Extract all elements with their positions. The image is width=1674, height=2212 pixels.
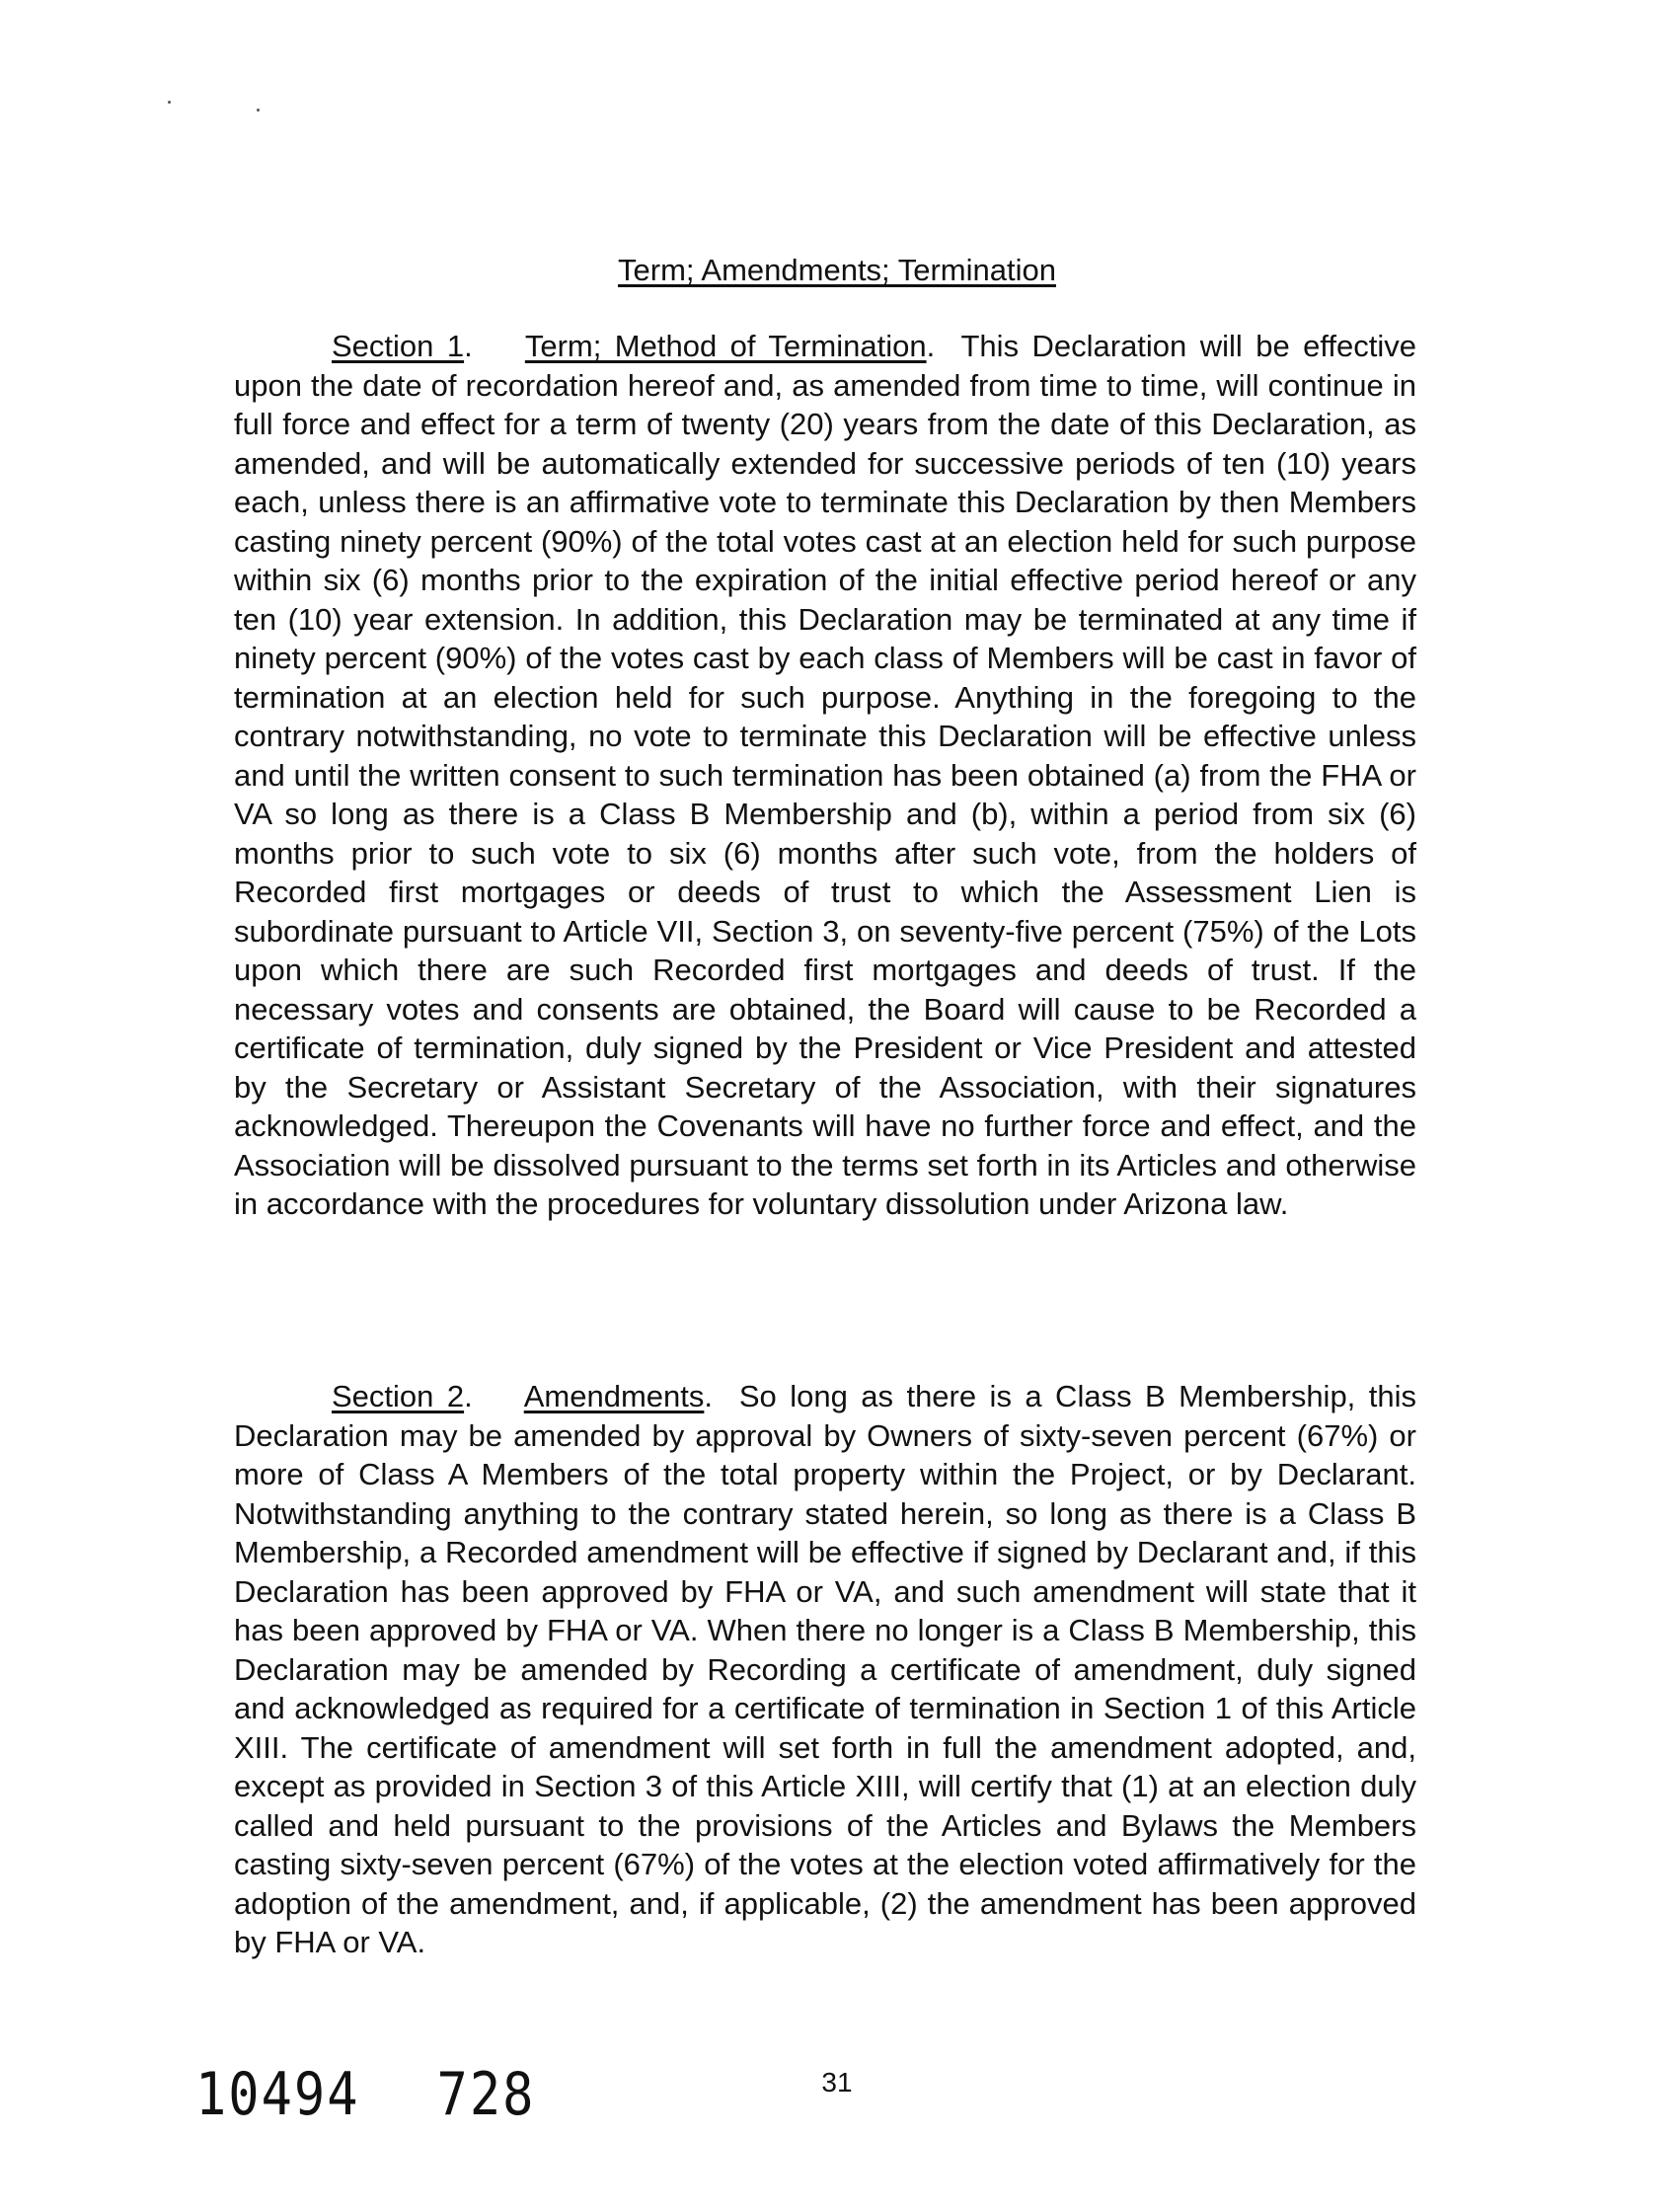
recording-page-number: 728 [436,2061,536,2129]
article-heading-text: Term; Amendments; Termination [618,253,1056,287]
section-1-label: Section 1 [332,329,465,363]
article-heading [0,251,1674,290]
section-2-title: Amendments [523,1379,705,1413]
section-1-paragraph: Section 1. Term; Method of Termination. This Declaration will be effective upon the date of recordation hereof and, as amended from time to time, will continue in full force and effect for a term of twenty (20) years from the date of this Declaration, as amended, and will be automatically extended for successive periods of ten (10) years each, unless there is an affirmative vote to terminate this Declaration by then Members casting ninety percent (90%) of the total votes cast at an election held for such purpose within six (6) months prior to the expiration of the initial effective period hereof or any ten (10) year extension. In addition, this Declaration may be terminated at any time if ninety percent (90%) of the votes cast by each class of Members will be cast in favor of termination at an election held for such purpose. Anything in the foregoing to the contrary notwithstanding, no vote to terminate this Declaration will be effective unless and until the written consent to such termination has been obtained (a) from the FHA or VA so long as there is a Class B Membership and (b), within a period from six (6) months prior to such vote to six (6) months after such vote, from the holders of Recorded first mortgages or deeds of trust to which the Assessment Lien is subordinate pursuant to Article VII, Section 3, on seventy-five percent (75%) of the Lots upon which there are such Recorded first mortgages and deeds of trust. If the necessary votes and consents are obtained, the Board will cause to be Recorded a certificate of termination, duly signed by the President or Vice President and attested by the Secretary or Assistant Secretary of the Association, with their signatures acknowledged. Thereupon the Covenants will have no further force and effect, and the Association will be dissolved pursuant to the terms set forth in its Articles and otherwise in accordance with the procedures for voluntary dissolution under Arizona law. [234,329,1416,1221]
section-2-paragraph: Section 2. Amendments. So long as there is a Class B Membership, this Declaration may be amended by approval by Owners of sixty-seven percent (67%) or more of Class A Members of the total property within the Project, or by Declarant. Notwithstanding anything to the contrary stated herein, so long as there is a Class B Membership, a Recorded amendment will be effective if signed by Declarant and, if this Declaration has been approved by FHA or VA, and such amendment will state that it has been approved by FHA or VA. When there no longer is a Class B Membership, this Declaration may be amended by Recording a certificate of amendment, duly signed and acknowledged as required for a certificate of termination in Section 1 of this Article XIII. The certificate of amendment will set forth in full the amendment adopted, and, except as provided in Section 3 of this Article XIII, will certify that (1) at an election duly called and held pursuant to the provisions of the Articles and Bylaws the Members casting sixty-seven percent (67%) of the votes at the election voted affirmatively for the adoption of the amendment, and, if applicable, (2) the amendment has been approved by FHA or VA. [234,1379,1416,1959]
recording-book-number: 10494 [195,2061,360,2129]
page-number: 31 [821,2067,853,2098]
section-1-title: Term; Method of Termination [524,329,927,363]
scan-specks [166,99,265,118]
section-1-text: This Declaration will be effective upon the date of recordation hereof and, as amended from time to time, will continue in full force and effect for a term of twenty (20) years from the date of this Declaration, as amended, and will be automatically extended for successive periods of ten (10) years each, unless there is an affirmative vote to terminate this Declaration by then Members casting ninety percent (90%) of the total votes cast at an election held for such purpose within six (6) months prior to the expiration of the initial effective period hereof or any ten (10) year extension. In addition, this Declaration may be terminated at any time if ninety percent (90%) of the votes cast by each class of Members will be cast in favor of termination at an election held for such purpose. Anything in the foregoing to the contrary notwithstanding, no vote to terminate this Declaration will be effective unless and until the written consent to such termination has been obtained (a) from the FHA or VA so long as there is a Class B Membership and (b), within a period from six (6) months prior to such vote to six (6) months after such vote, from the holders of Recorded first mortgages or deeds of trust to which the Assessment Lien is subordinate pursuant to Article VII, Section 3, on seventy-five percent (75%) of the Lots upon which there are such Recorded first mortgages and deeds of trust. If the necessary votes and consents are obtained, the Board will cause to be Recorded a certificate of termination, duly signed by the President or Vice President and attested by the Secretary or Assistant Secretary of the Association, with their signatures acknowledged. Thereupon the Covenants will have no further force and effect, and the Association will be dissolved pursuant to the terms set forth in its Articles and otherwise in accordance with the procedures for voluntary dissolution under Arizona law. [234,329,1416,1221]
section-2-text: So long as there is a Class B Membership, this Declaration may be amended by approval by Owners of sixty-seven percent (67%) or more of Class A Members of the total property within the Project, or by Declarant. Notwithstanding anything to the contrary stated herein, so long as there is a Class B Membership, a Recorded amendment will be effective if signed by Declarant and, if this Declaration has been approved by FHA or VA, and such amendment will state that it has been approved by FHA or VA. When there no longer is a Class B Membership, this Declaration may be amended by Recording a certificate of amendment, duly signed and acknowledged as required for a certificate of termination in Section 1 of this Article XIII. The certificate of amendment will set forth in full the amendment adopted, and, except as provided in Section 3 of this Article XIII, will certify that (1) at an election duly called and held pursuant to the provisions of the Articles and Bylaws the Members casting sixty-seven percent (67%) of the votes at the election voted affirmatively for the adoption of the amendment, and, if applicable, (2) the amendment has been approved by FHA or VA. [234,1379,1416,1959]
section-2-label: Section 2 [332,1379,465,1413]
